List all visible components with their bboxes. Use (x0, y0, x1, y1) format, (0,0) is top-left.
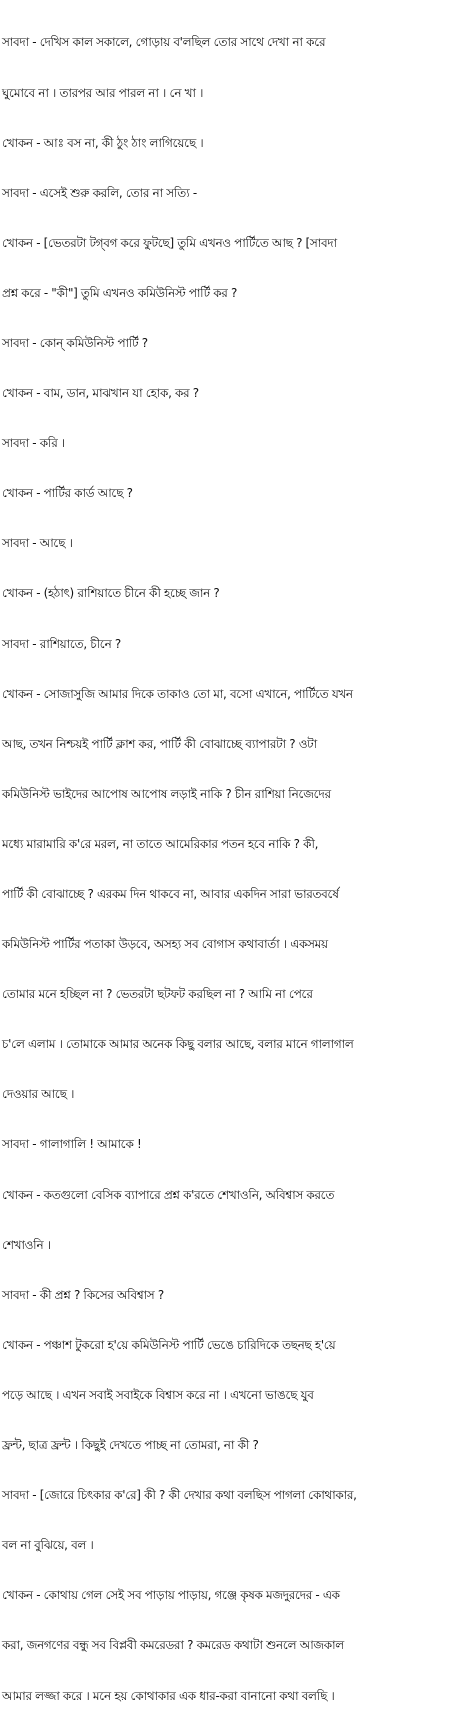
dialogue-line: খোকন - সোজাসুজি আমার দিকে তাকাও তো মা, বসো এখানে, পার্টিতে যখন (2, 686, 353, 701)
dialogue-line: কমিউনিস্ট ভাইদের আপোষ আপোষ লড়াই নাকি ? চীন রাশিয়া নিজেদের (2, 786, 331, 801)
dialogue-line: পার্টি কী বোঝাচ্ছে ? এরকম দিন থাকবে না, আবার একদিন সারা ভারতবর্ষে (2, 887, 339, 901)
dialogue-line: সাবদা - গালাগালি ! আমাকে ! (2, 1137, 142, 1152)
dialogue-line: শেখাওনি । (2, 1237, 51, 1252)
dialogue-line: আমার লজ্জা করে । মনে হয় কোথাকার এক ধার-করা বানানো কথা বলছি । (2, 1688, 335, 1703)
dialogue-line: খোকন - [ভেতরটা টগ্‌বগ করে ফুটছে] তুমি এখনও পার্টিতে আছ ? [সাবদা (2, 235, 337, 250)
dialogue-line: খোকন - (হঠাৎ) রাশিয়াতে চীনে কী হচ্ছে জান ? (2, 586, 220, 601)
dialogue-line: পড়ে আছে । এখন সবাই সবাইকে বিশ্বাস করে না । এখনো ভাঙছে যুব (2, 1387, 314, 1402)
dialogue-line: খোকন - পঞ্চাশ টুকরো হ'য়ে কমিউনিস্ট পার্টি ভেঙে চারিদিকে তছনছ হ'য়ে (2, 1337, 336, 1352)
dialogue-line: প্রশ্ন করে - "কী"] তুমি এখনও কমিউনিস্ট পার্টি কর ? (2, 285, 238, 300)
dialogue-line: তোমার মনে হচ্ছিল না ? ভেতরটা ছটফট করছিল না ? আমি না পেরে (2, 987, 313, 1002)
dialogue-line: কমিউনিস্ট পার্টির পতাকা উড়বে, অসহ্য সব বোগাস কথাবার্তা । একসময় (2, 937, 328, 952)
dialogue-line: খোকন - কতগুলো বেসিক ব্যাপারে প্রশ্ন ক'রতে শেখাওনি, অবিশ্বাস করতে (2, 1187, 335, 1202)
dialogue-line: সাবদা - কী প্রশ্ন ? কিসের অবিশ্বাস ? (2, 1287, 164, 1302)
dialogue-line: বল না বুঝিয়ে, বল । (2, 1538, 94, 1553)
dialogue-line: করা, জনগণের বন্ধু সব বিপ্লবী কমরেডরা ? কমরেড কথাটা শুনলে আজকাল (2, 1638, 344, 1653)
dialogue-line: খোকন - কোথায় গেল সেই সব পাড়ায় পাড়ায়, গঞ্জে কৃষক মজদুরদের - এক (2, 1588, 340, 1603)
dialogue-line: সাবদা - আছে । (2, 536, 73, 551)
dialogue-line: সাবদা - করি । (2, 436, 65, 451)
dialogue-line: চ'লে এলাম । তোমাকে আমার অনেক কিছু বলার আছে, বলার মানে গালাগাল (2, 1037, 354, 1052)
dialogue-line: সাবদা - কোন্‌ কমিউনিস্ট পার্টি ? (2, 335, 148, 350)
dialogue-line: খোকন - পার্টির কার্ড আছে ? (2, 486, 133, 501)
dialogue-line: খোকন - বাম, ডান, মাঝখান যা হোক, কর ? (2, 386, 199, 401)
script-page (2, 1, 452, 1721)
dialogue-line: ঘুমোবে না । তারপর আর পারল না । নে খা । (2, 85, 204, 100)
dialogue-line: সাবদা - এসেই শুরু করলি, তোর না সত্যি - (2, 185, 197, 200)
dialogue-line: সাবদা - [জোরে চিৎকার ক'রে] কী ? কী দেখার কথা বলছিস পাগলা কোথাকার, (2, 1488, 357, 1503)
dialogue-line: মধ্যে মারামারি ক'রে মরল, না তাতে আমেরিকার পতন হবে নাকি ? কী, (2, 836, 319, 851)
dialogue-line: দেওয়ার আছে । (2, 1087, 75, 1102)
dialogue-line: সাবদা - রাশিয়াতে, চীনে ? (2, 636, 121, 651)
dialogue-line: খোকন - আঃ বস না, কী ঠুং ঠাং লাগিয়েছে । (2, 135, 204, 150)
dialogue-line: আছ, তখন নিশ্চয়ই পার্টি ক্লাশ কর, পার্টি কী বোঝাচ্ছে ব্যাপারটা ? ওটা (2, 736, 317, 751)
dialogue-line: ফ্রন্ট, ছাত্র ফ্রন্ট । কিছুই দেখতে পাচ্ছ না তোমরা, না কী ? (2, 1438, 259, 1453)
dialogue-line: সাবদা - দেখিস কাল সকালে, গোড়ায় ব'লছিল তোর সাথে দেখা না করে (2, 35, 326, 50)
